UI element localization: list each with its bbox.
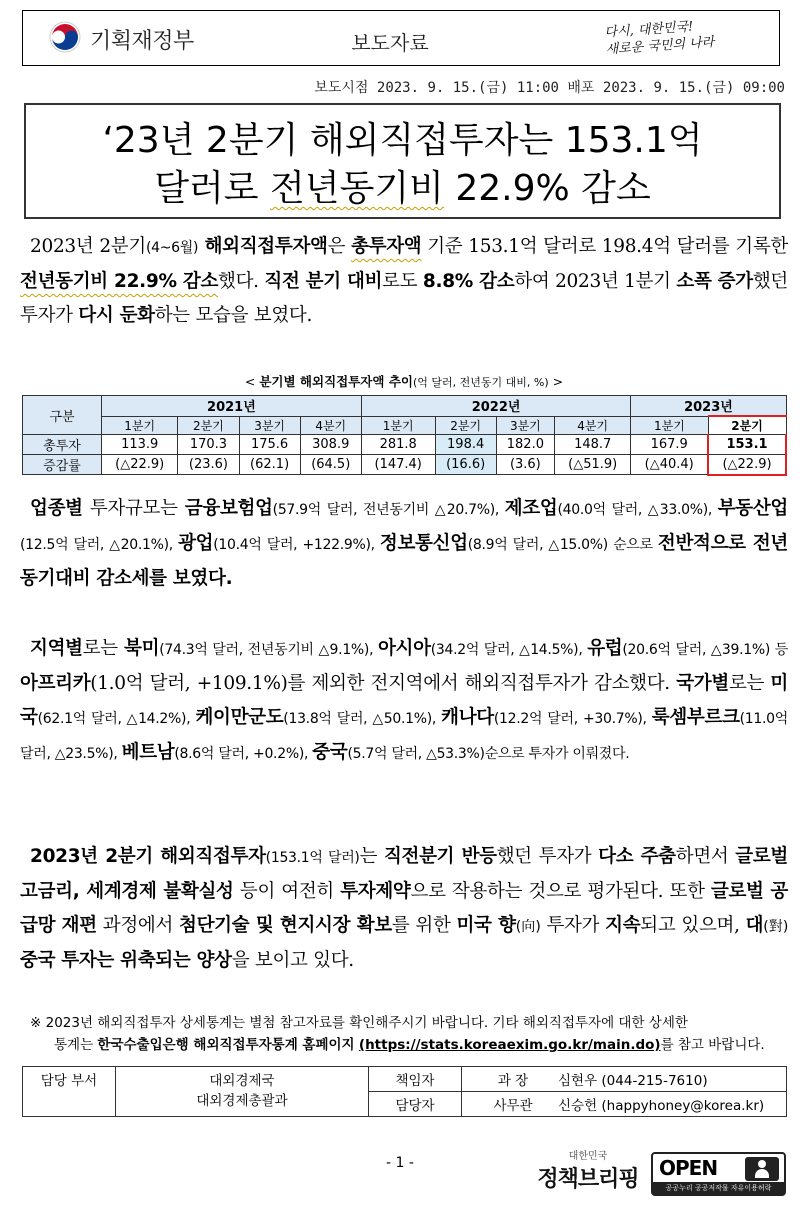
p4-q: (向) — [515, 919, 541, 935]
release-times: 보도시점 2023. 9. 15.(금) 11:00 배포 2023. 9. 15.(금) 09:00 — [314, 80, 785, 96]
title-line1: ‘23년 2분기 해외직접투자는 153.1억 — [102, 120, 703, 161]
p3-w: 중국 — [312, 742, 348, 763]
table-row — [23, 435, 787, 455]
table-header-category: 구분 — [23, 396, 102, 435]
p3-k: 국가별 — [676, 673, 729, 694]
table-cell: 148.7 — [555, 435, 631, 455]
table-header-quarter: 2분기 — [435, 416, 496, 435]
p4-j: 투자제약 — [340, 881, 411, 902]
paragraph-2 — [20, 492, 788, 596]
footnote-line1: ※ 2023년 해외직접투자 상세통계는 별첨 참고자료를 확인해주시기 바랍니다. 기타 해외직접투자에 대한 상세한 — [30, 1015, 688, 1031]
table-cell: 153.1 — [708, 435, 786, 455]
p3-f: (34.2억 달러, △14.5%), — [430, 642, 588, 658]
dept-name — [116, 1067, 369, 1117]
resp-title: 과 장 — [497, 1073, 529, 1089]
p3-t: (11.0억 달러, △23.5%), — [20, 711, 788, 762]
table-header-quarter: 1분기 — [361, 416, 435, 435]
p3-o: 케이만군도 — [195, 707, 284, 728]
table-header-quarter: 4분기 — [555, 416, 631, 435]
p3-v: (8.6억 달러, +0.2%), — [174, 746, 313, 762]
p3-r: (12.2억 달러, +30.7%), — [493, 711, 652, 727]
footnote-post: 를 참고 바랍니다. — [660, 1037, 765, 1053]
p4-h: 글로벌 고금리, 세계경제 불확실성 — [20, 846, 788, 902]
p4-i: 등이 여전히 — [233, 881, 341, 902]
title-line2 — [24, 160, 781, 211]
p2-f: (40.0억 달러, △33.0%), — [557, 502, 718, 518]
p4-l: 글로벌 공급망 재편 — [20, 881, 788, 936]
p1-p: 하는 모습을 보였다. — [154, 305, 313, 326]
title-line2-emph: 전년동기비 — [270, 168, 444, 209]
table-cell: (△51.9) — [555, 455, 631, 475]
p2-g: 부동산업 — [717, 498, 788, 519]
p4-b: (153.1억 달러) — [265, 850, 360, 866]
table-cell: (3.6) — [496, 455, 554, 475]
p3-l: 로는 — [728, 673, 771, 694]
paragraph-1 — [20, 230, 788, 333]
table-cell: 113.9 — [102, 435, 178, 455]
p4-g: 하면서 — [675, 846, 736, 867]
p3-s: 룩셈부르크 — [651, 707, 740, 728]
p2-a: 업종별 — [30, 498, 83, 519]
p1-e: 총투자액 — [351, 236, 422, 257]
government-emblem-icon — [48, 20, 82, 54]
caption-prefix: < — [244, 374, 260, 389]
p1-f: 기준 153.1억 달러로 198.4억 달러를 기록한 — [421, 236, 788, 257]
p2-m: 전반적으로 전년동기대비 감소세를 보였다. — [20, 533, 789, 589]
doc-type-label: 보도자료 — [351, 31, 429, 55]
caption-suffix: > — [548, 374, 564, 389]
p3-j: (1.0억 달러, +109.1%)를 제외한 전지역에서 해외직접투자가 감소했다. — [90, 673, 677, 694]
title-line2-pre: 달러로 — [154, 168, 271, 209]
table-header-quarter: 2분기 — [708, 416, 786, 435]
table-cell: (64.5) — [300, 455, 361, 475]
contact-table — [22, 1066, 787, 1117]
p2-k: 정보통신업 — [379, 533, 468, 554]
p4-r: 투자가 — [540, 915, 606, 936]
footnote-bold: 한국수출입은행 해외직접투자통계 홈페이지 — [97, 1037, 355, 1053]
p4-u: 대 — [745, 915, 764, 936]
table-cell: (△22.9) — [708, 455, 786, 475]
table-cell: (147.4) — [361, 455, 435, 475]
brief-top: 대한민국 — [568, 1151, 608, 1162]
p4-n: 첨단기술 및 현지시장 확보 — [179, 915, 392, 936]
p4-f: 다소 주춤 — [598, 846, 676, 867]
open-license-badge — [651, 1152, 786, 1196]
policy-briefing-logo — [533, 1147, 643, 1193]
p3-g: 유럽 — [587, 638, 623, 659]
p3-m: 미국 — [20, 673, 788, 728]
dept-label: 담당 부서 — [23, 1067, 116, 1117]
p1-h: 했다. — [218, 271, 265, 292]
p4-x: 을 보이고 있다. — [231, 950, 354, 971]
table-header-quarter: 2분기 — [178, 416, 239, 435]
brief-main: 정책브리핑 — [537, 1167, 639, 1192]
p4-d: 직전분기 반등 — [383, 846, 497, 867]
p3-u: 베트남 — [121, 742, 175, 763]
p3-d: (74.3억 달러, 전년동기비 △9.1%), — [159, 642, 378, 658]
p1-d: 은 — [327, 236, 352, 257]
p4-k: 으로 작용하는 것으로 평가된다. 또한 — [410, 881, 711, 902]
p2-e: 제조업 — [504, 498, 558, 519]
dept-line1: 대외경제국 — [209, 1073, 275, 1089]
p3-h: (20.6억 달러, △39.1%) 등 — [622, 642, 788, 658]
paragraph-4 — [20, 840, 788, 978]
p4-o: 를 위한 — [391, 915, 457, 936]
p2-d: (57.9억 달러, 전년동기비 △20.7%), — [272, 502, 505, 518]
p3-e: 아시아 — [377, 638, 431, 659]
footnote-pre: 통계는 — [54, 1037, 98, 1053]
staff-title: 사무관 — [493, 1098, 533, 1114]
p3-x: (5.7억 달러, △53.3%)순으로 투자가 이뤄졌다. — [347, 746, 630, 762]
table-header-quarter: 3분기 — [239, 416, 300, 435]
table-row-label: 총투자 — [23, 435, 102, 455]
p1-n: 했던 투자가 — [20, 271, 788, 326]
table-cell: 182.0 — [496, 435, 554, 455]
open-sub1: 공공누리 — [665, 1184, 693, 1192]
table-cell: (△22.9) — [102, 455, 178, 475]
table-cell: (△40.4) — [631, 455, 708, 475]
table-caption — [20, 372, 788, 390]
p4-w: 중국 투자는 위축되는 양상 — [20, 950, 232, 971]
ministry-name: 기획재정부 — [90, 28, 194, 53]
open-main: OPEN — [659, 1156, 718, 1180]
p3-q: 캐나다 — [441, 707, 494, 728]
footnote — [30, 1012, 790, 1056]
p2-j: (10.4억 달러, +122.9%), — [213, 537, 380, 553]
table-cell: 167.9 — [631, 435, 708, 455]
slogan-line2: 새로운 국민의 나라 — [605, 34, 715, 58]
table-cell: 308.9 — [300, 435, 361, 455]
caption-title: 분기별 해외직접투자액 추이 — [259, 374, 413, 389]
stats-homepage-link[interactable]: (https://stats.koreaexim.go.kr/main.do) — [358, 1037, 661, 1053]
slogan-line1: 다시, 대한민국! — [604, 19, 694, 41]
p3-i: 아프리카 — [20, 673, 91, 694]
table-header-year: 2021년 — [102, 396, 362, 417]
table-cell: 170.3 — [178, 435, 239, 455]
p1-g: 전년동기비 22.9% 감소 — [20, 271, 219, 292]
resp-label: 책임자 — [369, 1067, 462, 1092]
staff-label: 담당자 — [369, 1092, 462, 1117]
person-icon — [745, 1157, 779, 1181]
dept-line2: 대외경제총괄과 — [196, 1093, 288, 1109]
table-cell: 198.4 — [435, 435, 496, 455]
p4-c: 는 — [359, 846, 384, 867]
p3-p: (13.8억 달러, △50.1%), — [283, 711, 442, 727]
p2-c: 금융보험업 — [184, 498, 273, 519]
quarterly-investment-table — [22, 395, 787, 476]
caption-unit: (억 달러, 전년동기 대비, %) — [412, 376, 549, 389]
paragraph-3 — [20, 632, 788, 771]
p1-o: 다시 둔화 — [78, 305, 155, 326]
p1-k: 8.8% 감소 — [422, 271, 515, 292]
p1-j: 로도 — [382, 271, 423, 292]
p4-t: 되고 있으며, — [640, 915, 746, 936]
table-row-label: 증감률 — [23, 455, 102, 475]
p1-i: 직전 분기 대비 — [264, 271, 383, 292]
p2-i: 광업 — [178, 533, 214, 554]
table-header-quarter: 1분기 — [631, 416, 708, 435]
table-header-quarter: 4분기 — [300, 416, 361, 435]
p1-m: 소폭 증가 — [676, 271, 753, 292]
table-cell: (62.1) — [239, 455, 300, 475]
table-cell: (16.6) — [435, 455, 496, 475]
p1-c: 해외직접투자액 — [198, 236, 328, 257]
table-cell: 281.8 — [361, 435, 435, 455]
p2-l: (8.9억 달러, △15.0%) 순으로 — [467, 537, 658, 553]
p3-b: 로는 — [82, 638, 125, 659]
staff-name: 신승헌 (happyhoney@korea.kr) — [558, 1098, 765, 1114]
p1-a: 2023년 2분기 — [30, 236, 146, 257]
resp-info — [462, 1067, 787, 1092]
p3-c: 북미 — [124, 638, 160, 659]
table-header-quarter: 3분기 — [496, 416, 554, 435]
p1-l: 하여 2023년 1분기 — [514, 271, 677, 292]
resp-name: 심현우 (044-215-7610) — [558, 1073, 708, 1089]
p1-b: (4~6월) — [145, 240, 199, 256]
title-line2-post: 22.9% 감소 — [443, 168, 651, 209]
staff-info — [462, 1092, 787, 1117]
table-cell: (23.6) — [178, 455, 239, 475]
p4-v: (對) — [763, 919, 788, 935]
p3-a: 지역별 — [30, 638, 83, 659]
footnote-line2 — [30, 1034, 790, 1056]
table-cell: 175.6 — [239, 435, 300, 455]
table-header-quarter: 1분기 — [102, 416, 178, 435]
p3-n: (62.1억 달러, △14.2%), — [37, 711, 196, 727]
open-sub2: 공공저작물 자유이용허락 — [694, 1184, 772, 1192]
p4-m: 과정에서 — [96, 915, 180, 936]
table-header-year: 2022년 — [361, 396, 631, 417]
table-header-year: 2023년 — [631, 396, 786, 417]
p2-b: 투자규모는 — [82, 498, 185, 519]
p2-h: (12.5억 달러, △20.1%), — [20, 537, 179, 553]
open-sub — [653, 1182, 784, 1194]
p4-a: 2023년 2분기 해외직접투자 — [30, 846, 266, 867]
p4-p: 미국 향 — [456, 915, 516, 936]
page-number: - 1 - — [386, 1155, 414, 1171]
p4-e: 했던 투자가 — [496, 846, 599, 867]
table-row — [23, 455, 787, 475]
p4-s: 지속 — [605, 915, 641, 936]
